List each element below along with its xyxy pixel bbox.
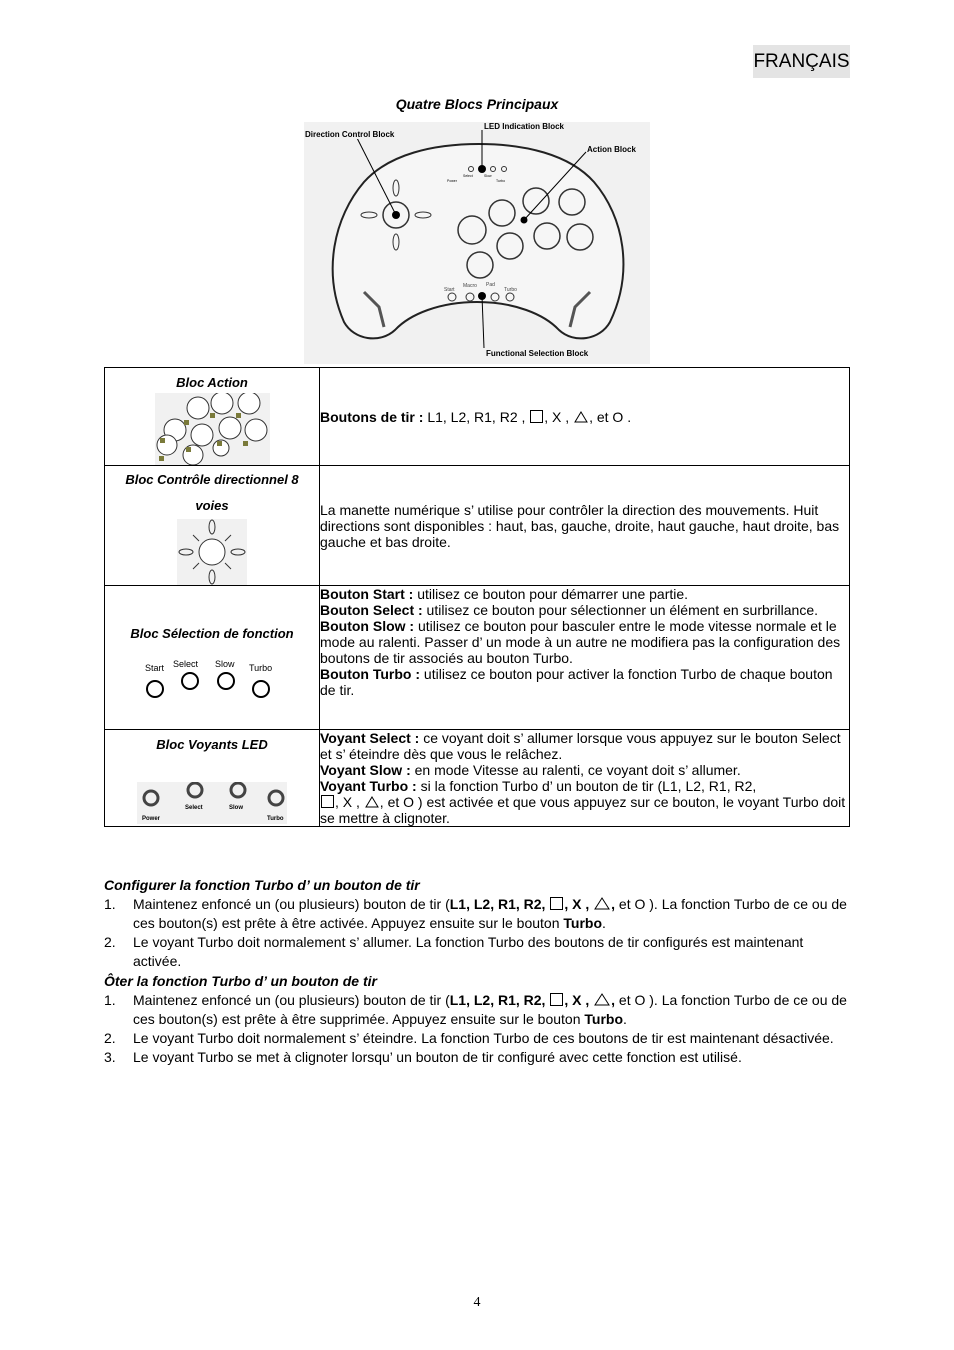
table-row-led bbox=[105, 730, 850, 827]
start-button-desc: Bouton Start : utilisez ce bouton pour démarrer une partie. bbox=[320, 586, 689, 602]
direction-description: La manette numérique s’ utilise pour contrôler la direction des mouvements. Huit directions sont disponibles : haut, bas, gauche, droite, haut gauche, haut droite, bas gauche et bas droite. bbox=[320, 466, 850, 586]
fire-buttons-label: Boutons de tir : bbox=[320, 408, 424, 425]
led-icon-power: Power bbox=[142, 816, 161, 822]
label-action-block: Action Block bbox=[587, 145, 636, 154]
blocks-table bbox=[104, 367, 850, 827]
function-block-title: Bloc Sélection de fonction bbox=[130, 626, 294, 641]
square-icon bbox=[550, 897, 563, 910]
direction-cell bbox=[105, 466, 320, 586]
label-functional-block: Functional Selection Block bbox=[486, 349, 589, 358]
action-block-title: Bloc Action bbox=[176, 375, 248, 390]
dpad-icon bbox=[177, 519, 247, 585]
led-cell bbox=[105, 730, 320, 827]
action-buttons-icon bbox=[155, 393, 270, 465]
table-row-action bbox=[105, 368, 850, 466]
led-block-title: Bloc Voyants LED bbox=[156, 737, 268, 752]
label-led-slow: Slow bbox=[484, 174, 492, 178]
slow-led-desc: Voyant Slow : en mode Vitesse au ralenti, ce voyant doit s’ allumer. bbox=[320, 762, 741, 778]
label-led-power: Power bbox=[447, 179, 457, 183]
triangle-icon bbox=[574, 411, 588, 423]
action-cell bbox=[105, 368, 320, 466]
func-icon-slow: Slow bbox=[215, 659, 235, 669]
select-led-desc: Voyant Select : ce voyant doit s’ allumer lorsque vous appuyez sur le bouton Select et s’ éteindre dès que vous le relâchez. bbox=[320, 730, 841, 762]
label-led-select: Select bbox=[463, 174, 473, 178]
square-icon bbox=[321, 795, 334, 808]
remove-turbo-section bbox=[104, 972, 854, 1067]
page-number: 4 bbox=[473, 1295, 481, 1310]
list-item: 1. Maintenez enfoncé un (ou plusieurs) bouton de tir (L1, L2, R1, R2, , X , , et O ). La fonction Turbo de ce ou de ces bouton(s) est prête à être supprimée. Appuyez ensuite sur le bouton Turbo. bbox=[104, 992, 847, 1027]
label-led-turbo: Turbo bbox=[496, 179, 506, 183]
led-icon-turbo: Turbo bbox=[267, 816, 284, 822]
func-icon-start: Start bbox=[145, 663, 165, 673]
led-icon-select: Select bbox=[185, 805, 203, 811]
action-description: Boutons de tir : L1, L2, R1, R2 , , X , , et O . bbox=[320, 368, 850, 466]
led-indicators-icon bbox=[137, 782, 287, 824]
select-button-desc: Bouton Select : utilisez ce bouton pour sélectionner un élément en surbrillance. bbox=[320, 602, 819, 618]
controller-diagram bbox=[304, 122, 650, 364]
label-led-block: LED Indication Block bbox=[484, 122, 565, 131]
list-item: 2. Le voyant Turbo doit normalement s’ éteindre. La fonction Turbo de ces boutons de tir est maintenant désactivée. bbox=[104, 1030, 834, 1046]
triangle-icon bbox=[594, 897, 610, 910]
figure-title: Quatre Blocs Principaux bbox=[395, 96, 559, 112]
led-icon-slow: Slow bbox=[229, 805, 244, 811]
function-description bbox=[320, 586, 850, 730]
list-item: 2. Le voyant Turbo doit normalement s’ allumer. La fonction Turbo des boutons de tir configurés est maintenant activée. bbox=[104, 934, 804, 969]
function-cell bbox=[105, 586, 320, 730]
func-icon-turbo: Turbo bbox=[249, 663, 273, 673]
direction-block-title: Bloc Contrôle directionnel 8 voies bbox=[125, 472, 299, 513]
square-icon bbox=[550, 993, 563, 1006]
label-func-start: Start bbox=[444, 287, 455, 293]
func-icon-select: Select bbox=[173, 659, 199, 669]
language-header: FRANÇAIS bbox=[753, 45, 850, 78]
label-func-pad: Pad bbox=[486, 282, 495, 288]
label-direction-block: Direction Control Block bbox=[305, 130, 395, 139]
configure-turbo-section bbox=[104, 876, 854, 971]
configure-turbo-title: Configurer la fonction Turbo d’ un bouton de tir bbox=[104, 877, 420, 893]
list-item: 3. Le voyant Turbo se met à clignoter lorsqu’ un bouton de tir configuré avec cette fonction est utilisé. bbox=[104, 1049, 742, 1065]
label-func-turbo: Turbo bbox=[504, 287, 517, 293]
remove-turbo-title: Ôter la fonction Turbo d’ un bouton de tir bbox=[104, 973, 377, 989]
square-icon bbox=[530, 410, 543, 423]
triangle-icon bbox=[594, 993, 610, 1006]
turbo-led-desc: Voyant Turbo : si la fonction Turbo d’ un bouton de tir (L1, L2, R1, R2, , X , , et O ) est activée et que vous appuyez sur ce bouton, le voyant Turbo doit se mettre à clignoter. bbox=[320, 778, 846, 826]
function-buttons-icon bbox=[145, 659, 279, 703]
triangle-icon bbox=[365, 796, 379, 808]
label-func-macro: Macro bbox=[463, 283, 477, 289]
turbo-button-desc: Bouton Turbo : utilisez ce bouton pour activer la fonction Turbo de chaque bouton de tir. bbox=[320, 666, 833, 698]
led-description bbox=[320, 730, 850, 827]
list-item: 1. Maintenez enfoncé un (ou plusieurs) bouton de tir (L1, L2, R1, R2, , X , , et O ). La fonction Turbo de ce ou de ces bouton(s) est prête à être activée. Appuyez ensuite sur le bouton Turbo. bbox=[104, 896, 847, 931]
table-row-function bbox=[105, 586, 850, 730]
table-row-direction bbox=[105, 466, 850, 586]
slow-button-desc: Bouton Slow : utilisez ce bouton pour basculer entre le mode vitesse normale et le mode au ralenti. Passer d’ un mode à un autre ne modifiera pas la configuration des boutons de tir associés au bouton Turbo. bbox=[320, 618, 841, 666]
